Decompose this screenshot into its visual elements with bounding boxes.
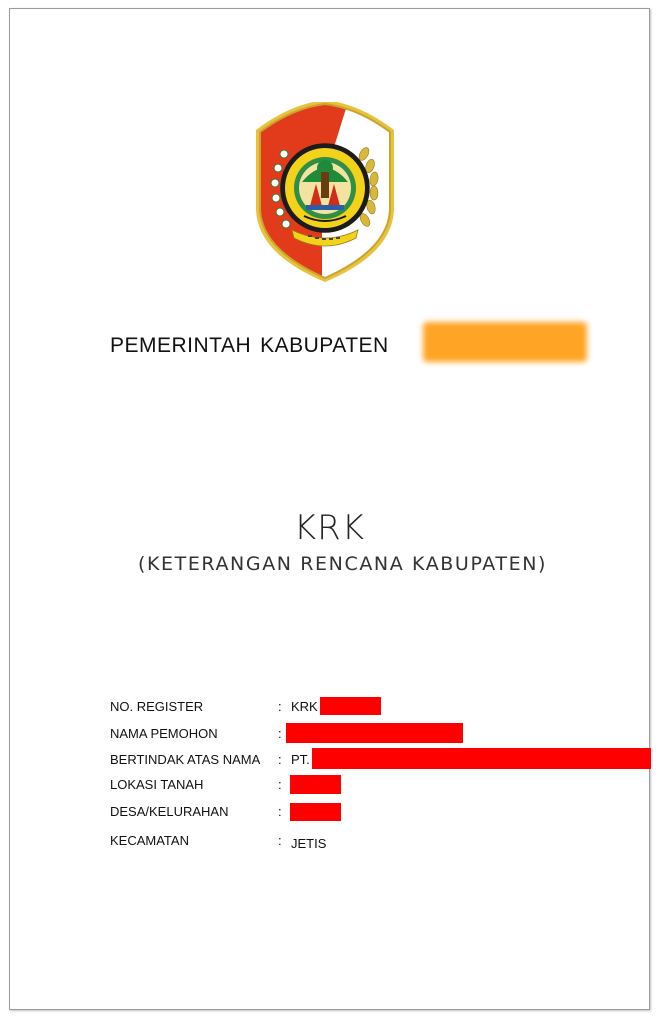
redaction-block-on-behalf (312, 748, 651, 769)
redaction-block-village (290, 803, 341, 821)
heading-prefix: PEMERINTAH (110, 334, 252, 357)
field-colon: : (278, 777, 282, 792)
field-colon: : (278, 752, 282, 767)
redaction-orange-block (423, 322, 587, 362)
field-colon: : (278, 804, 282, 819)
field-colon: : (278, 699, 282, 714)
government-heading (110, 334, 389, 358)
field-colon: : (278, 833, 282, 848)
field-label: NO. REGISTER (110, 699, 204, 714)
redaction-block-register (320, 697, 381, 715)
field-label: DESA/KELURAHAN (110, 804, 229, 819)
field-value: JETIS (291, 836, 327, 851)
field-colon: : (278, 726, 282, 741)
field-label: LOKASI TANAH (110, 777, 204, 792)
document-title: KRK (293, 508, 366, 548)
field-label: KECAMATAN (110, 833, 189, 848)
field-label: BERTINDAK ATAS NAMA (110, 752, 261, 767)
redaction-block-land-location (290, 775, 341, 794)
document-subtitle: (KETERANGAN RENCANA KABUPATEN) (137, 553, 548, 575)
heading-word: KABUPATEN (260, 334, 389, 357)
field-label: NAMA PEMOHON (110, 726, 218, 741)
field-value: PT. (291, 752, 310, 767)
regency-emblem-icon (252, 102, 398, 282)
field-value: KRK (291, 699, 318, 714)
redaction-block-applicant (286, 723, 463, 743)
